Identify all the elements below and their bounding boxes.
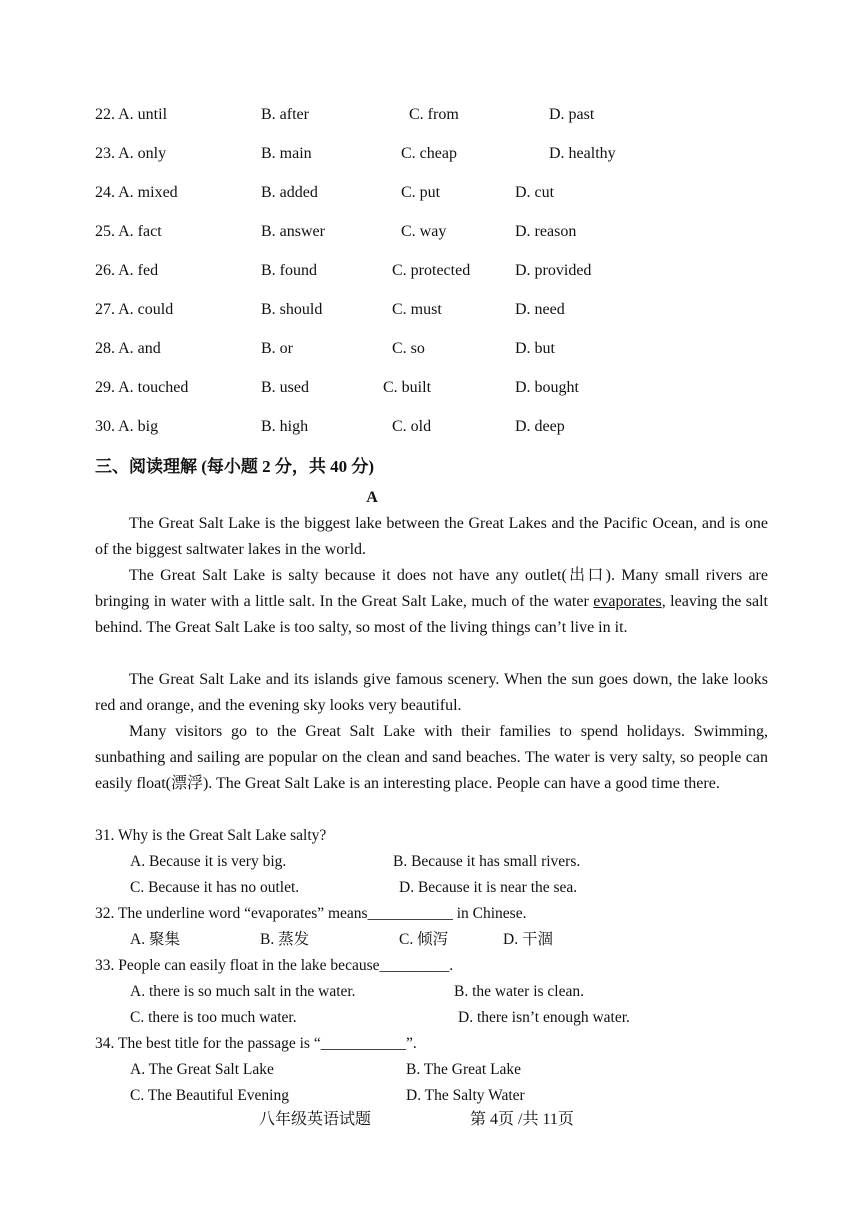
option-c: C. built: [383, 379, 432, 396]
option-c: C. must: [392, 301, 442, 318]
choice-b: B. The Great Lake: [406, 1061, 522, 1078]
choice-a: A. 聚集: [130, 931, 180, 948]
passage-paragraph-4: Many visitors go to the Great Salt Lake with their families to spend holidays. Swimming, sunbathing and sailing are popular on the clean and sand beaches. The water is very salty, so people can easily float(漂浮). The Great Salt Lake is an interesting place. People can have a good time there.: [95, 723, 768, 792]
option-row-25: [0, 220, 860, 244]
section-title: 三、阅读理解 (每小题 2 分，共 40 分): [95, 457, 375, 476]
question-32: 32. The underline word “evaporates” means___________ in Chinese.: [95, 905, 527, 922]
option-a: 24. A. mixed: [95, 184, 178, 201]
option-row-30: [0, 415, 860, 439]
option-b: B. after: [261, 106, 309, 123]
option-b: B. main: [261, 145, 312, 162]
option-c: C. old: [392, 418, 432, 435]
choice-a: A. The Great Salt Lake: [130, 1061, 274, 1078]
choice-b: B. the water is clean.: [454, 983, 584, 1000]
option-row-29: [0, 376, 860, 400]
choice-b: B. Because it has small rivers.: [393, 853, 581, 870]
choice-c: C. there is too much water.: [130, 1009, 297, 1026]
question-33: 33. People can easily float in the lake because_________.: [95, 957, 454, 974]
option-c: C. from: [409, 106, 459, 123]
option-d: D. healthy: [549, 145, 616, 162]
choice-a: A. Because it is very big.: [130, 853, 287, 870]
option-a: 26. A. fed: [95, 262, 159, 279]
question-34: 34. The best title for the passage is “___________”.: [95, 1035, 417, 1052]
option-a: 30. A. big: [95, 418, 159, 435]
passage-label: A: [366, 489, 378, 506]
option-a: 22. A. until: [95, 106, 168, 123]
option-d: D. reason: [515, 223, 577, 240]
option-c: C. way: [401, 223, 447, 240]
option-row-27: [0, 298, 860, 322]
option-c: C. put: [401, 184, 441, 201]
passage-paragraph-2: [95, 563, 768, 641]
option-d: D. bought: [515, 379, 579, 396]
option-b: B. high: [261, 418, 309, 435]
option-a: 23. A. only: [95, 145, 167, 162]
option-a: 25. A. fact: [95, 223, 162, 240]
question-31: 31. Why is the Great Salt Lake salty?: [95, 827, 327, 844]
option-a: 28. A. and: [95, 340, 161, 357]
paragraph-text: The Great Salt Lake is salty because it does not have any outlet(出口). Many small rivers are bringing in water with a little salt. In the Great Salt Lake, much of the water: [95, 567, 768, 610]
option-c: C. so: [392, 340, 425, 357]
option-d: D. cut: [515, 184, 555, 201]
option-a: 29. A. touched: [95, 379, 189, 396]
choice-c: C. 倾泻: [399, 931, 449, 948]
option-row-24: [0, 181, 860, 205]
option-b: B. answer: [261, 223, 325, 240]
option-d: D. but: [515, 340, 555, 357]
option-a: 27. A. could: [95, 301, 174, 318]
option-b: B. should: [261, 301, 323, 318]
option-row-22: [0, 103, 860, 127]
choice-c: C. Because it has no outlet.: [130, 879, 300, 896]
option-c: C. protected: [392, 262, 471, 279]
option-row-23: [0, 142, 860, 166]
paragraph-text: , leaving the salt behind. The Great Salt Lake is too salty, so most of the living things can’t live in it.: [95, 593, 769, 636]
option-b: B. or: [261, 340, 293, 357]
option-b: B. used: [261, 379, 309, 396]
passage-paragraph-3: The Great Salt Lake and its islands give famous scenery. When the sun goes down, the lake looks red and orange, and the evening sky looks very beautiful.: [95, 671, 768, 714]
choice-b: B. 蒸发: [260, 931, 310, 948]
underlined-word: evaporates: [593, 593, 662, 610]
footer-exam-title: 八年级英语试题: [259, 1111, 372, 1128]
choice-d: D. 干涸: [503, 931, 553, 948]
option-row-28: [0, 337, 860, 361]
choice-d: D. there isn’t enough water.: [458, 1009, 630, 1026]
choice-c: C. The Beautiful Evening: [130, 1087, 289, 1104]
option-b: B. found: [261, 262, 317, 279]
option-c: C. cheap: [401, 145, 457, 162]
option-d: D. deep: [515, 418, 565, 435]
choice-d: D. The Salty Water: [406, 1087, 525, 1104]
option-d: D. past: [549, 106, 595, 123]
option-row-26: [0, 259, 860, 283]
passage-paragraph-1: The Great Salt Lake is the biggest lake between the Great Lakes and the Pacific Ocean, and is one of the biggest saltwater lakes in the world.: [95, 515, 768, 558]
footer-page-number: 第 4页 /共 11页: [470, 1111, 574, 1128]
option-d: D. need: [515, 301, 565, 318]
choice-d: D. Because it is near the sea.: [399, 879, 578, 896]
choice-a: A. there is so much salt in the water.: [130, 983, 356, 1000]
option-d: D. provided: [515, 262, 592, 279]
option-b: B. added: [261, 184, 318, 201]
